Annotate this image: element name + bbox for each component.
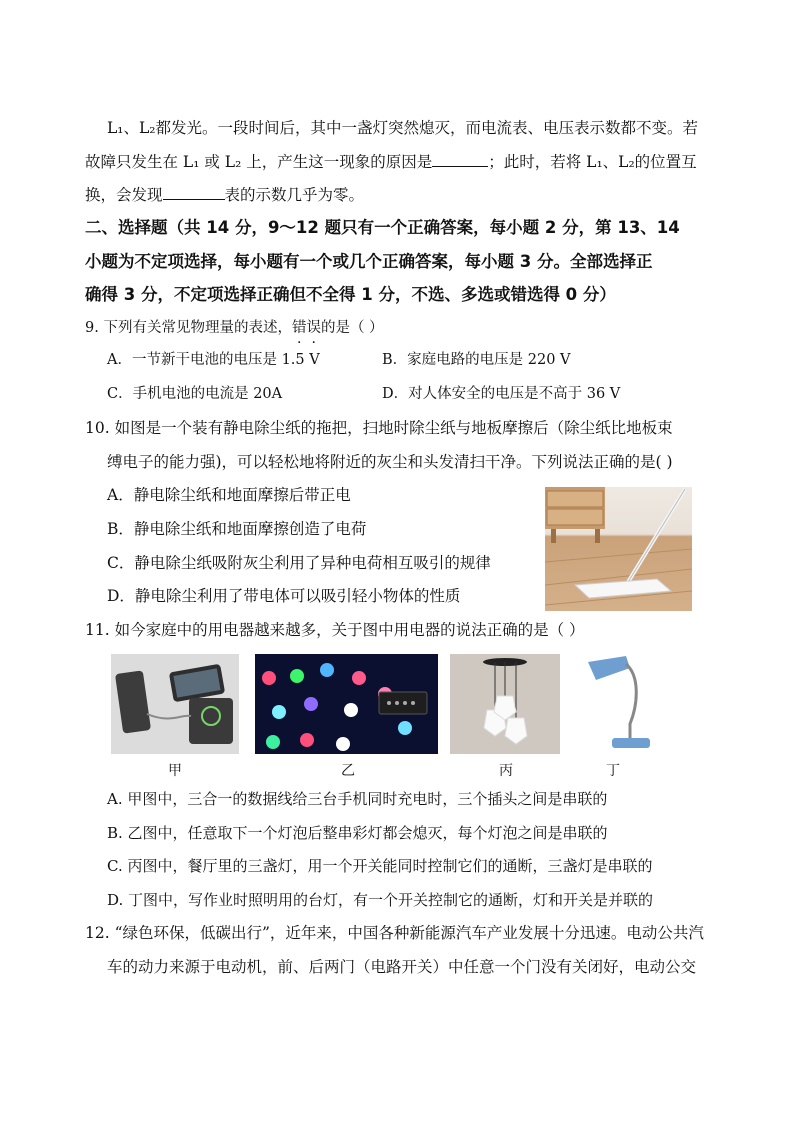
pendant-lamp-photo — [450, 654, 560, 754]
q12-stem-line1: 12. “绿色环保，低碳出行”，近年来，中国各种新能源汽车产业发展十分迅速。电动公共汽 — [85, 924, 704, 942]
mop-illustration — [545, 487, 692, 611]
q11-option-b[interactable]: B. 乙图中，任意取下一个灯泡后整串彩灯都会熄灭，每个灯泡之间是串联的 — [107, 824, 608, 842]
q8-line3-text-b: 表的示数几乎为零。 — [224, 186, 365, 204]
q10-option-c[interactable]: C．静电除尘纸吸附灰尘利用了异种电荷相互吸引的规律 — [107, 554, 491, 572]
q11-option-d[interactable]: D. 丁图中，写作业时照明用的台灯，有一个开关控制它的通断，灯和开关是并联的 — [107, 891, 654, 909]
desk-lamp-illustration — [578, 654, 658, 754]
q10-option-a[interactable]: A．静电除尘纸和地面摩擦后带正电 — [107, 486, 351, 504]
q10-option-b[interactable]: B．静电除尘纸和地面摩擦创造了电荷 — [107, 520, 367, 538]
phone-charging-photo — [111, 654, 239, 754]
q11-option-c[interactable]: C. 丙图中，餐厅里的三盏灯，用一个开关能同时控制它们的通断，三盏灯是串联的 — [107, 857, 653, 875]
q11-stem: 11. 如今家庭中的用电器越来越多，关于图中用电器的说法正确的是（ ） — [85, 621, 585, 639]
caption-jia: 甲 — [168, 763, 182, 779]
caption-yi: 乙 — [341, 763, 355, 779]
q8-line3 — [85, 184, 364, 206]
q8-line2-text-b: ；此时，若将 L₁、L₂的位置互 — [488, 153, 697, 171]
section2-heading-line2: 小题为不定项选择，每小题有一个或几个正确答案，每小题 3 分。全部选择正 — [85, 252, 653, 271]
q12-stem-line2: 车的动力来源于电动机，前、后两门（电路开关）中任意一个门没有关闭好，电动公交 — [107, 958, 697, 976]
answer-blank-2[interactable] — [163, 185, 225, 200]
q10-stem-line1: 10. 如图是一个装有静电除尘纸的拖把，扫地时除尘纸与地板摩擦后（除尘纸比地板束 — [85, 419, 673, 437]
q10-option-d[interactable]: D．静电除尘利用了带电体可以吸引轻小物体的性质 — [107, 587, 461, 605]
q8-line2 — [85, 151, 697, 173]
answer-blank-1[interactable] — [432, 152, 488, 167]
q9-stem-text-b: 的是（ ） — [320, 320, 384, 336]
q9-stem-text-a: 9. 下列有关常见物理量的表述， — [85, 320, 292, 336]
caption-bing: 丙 — [499, 763, 513, 779]
q9-option-a[interactable]: A．一节新干电池的电压是 1.5 V — [107, 352, 320, 368]
q9-emphasis-char-1: 错 — [291, 320, 307, 336]
q8-line2-text-a: 故障只发生在 L₁ 或 L₂ 上，产生这一现象的原因是 — [85, 153, 433, 171]
section2-heading-line1: 二、选择题（共 14 分，9～12 题只有一个正确答案，每小题 2 分，第 13、14 — [85, 218, 680, 237]
phone-charging-illustration — [111, 654, 239, 754]
caption-ding: 丁 — [606, 763, 620, 779]
q9-emphasis-char-2: 误 — [306, 320, 321, 336]
pendant-lamp-illustration — [450, 654, 560, 754]
q8-line1: L₁、L₂都发光。一段时间后，其中一盏灯突然熄灭，而电流表、电压表示数都不变。若 — [107, 119, 699, 137]
q9-option-c[interactable]: C．手机电池的电流是 20A — [107, 386, 283, 402]
desk-lamp-photo — [578, 654, 658, 754]
q10-stem-line2: 缚电子的能力强)，可以轻松地将附近的灰尘和头发清扫干净。下列说法正确的是( ) — [107, 453, 673, 471]
q9-stem — [85, 317, 384, 339]
string-lights-illustration — [255, 654, 438, 754]
q11-option-a[interactable]: A. 甲图中，三合一的数据线给三台手机同时充电时，三个插头之间是串联的 — [107, 790, 608, 808]
mop-photo — [545, 487, 692, 611]
section2-heading-line3: 确得 3 分，不定项选择正确但不全得 1 分，不选、多选或错选得 0 分） — [85, 285, 616, 304]
string-lights-photo — [255, 654, 438, 754]
q8-line3-text-a: 换，会发现 — [85, 186, 163, 204]
q9-option-b[interactable]: B．家庭电路的电压是 220 V — [382, 352, 571, 368]
q9-option-d[interactable]: D．对人体安全的电压是不高于 36 V — [382, 386, 621, 402]
